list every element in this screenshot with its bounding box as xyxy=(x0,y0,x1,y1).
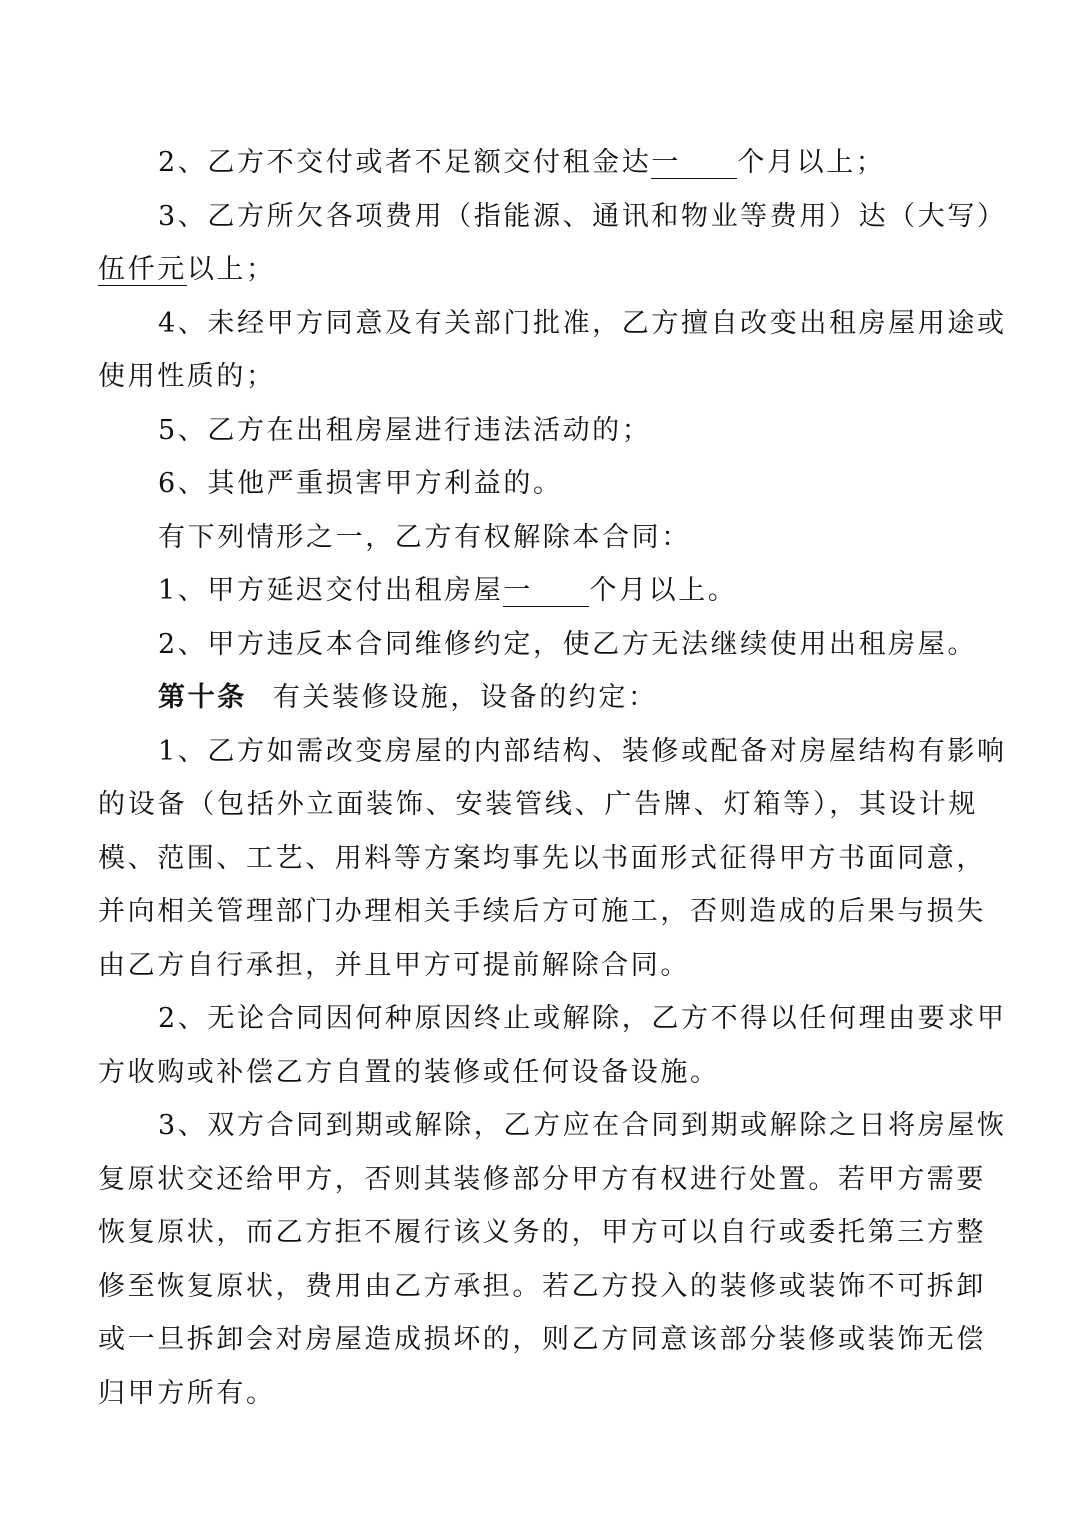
a10-item3-line: 复原状交还给甲方，否则其装修部分甲方有权进行处置。若甲方需要 xyxy=(98,1163,986,1195)
a10-item3-line: 修至恢复原状，费用由乙方承担。若乙方投入的装修或装饰不可拆卸 xyxy=(98,1270,986,1302)
clause-landlord-4-line1: 4、未经甲方同意及有关部门批准，乙方擅自改变出租房屋用途或 xyxy=(158,307,1007,339)
article-title: 有关装修设施，设备的约定： xyxy=(272,682,658,713)
months-blank: 一 xyxy=(651,148,737,179)
clause-tenant-2: 2、甲方违反本合同维修约定，使乙方无法继续使用出租房屋。 xyxy=(158,628,977,660)
clause-landlord-3-line2: 伍仟元以上； xyxy=(98,254,276,285)
a10-item1-line: 模、范围、工艺、用料等方案均事先以书面形式征得甲方书面同意， xyxy=(98,842,986,874)
a10-item1-line: 并向相关管理部门办理相关手续后方可施工，否则造成的后果与损失 xyxy=(98,896,986,927)
a10-item3-line: 或一旦拆卸会对房屋造成损坏的，则乙方同意该部分装修或装饰无偿 xyxy=(98,1324,986,1355)
tenant-termination-intro: 有下列情形之一，乙方有权解除本合同： xyxy=(158,521,691,553)
clause-landlord-6: 6、其他严重损害甲方利益的。 xyxy=(158,468,563,499)
amount-blank: 伍仟元 xyxy=(98,254,187,285)
a10-item1-line: 由乙方自行承担，并且甲方可提前解除合同。 xyxy=(98,949,690,981)
article-10-heading xyxy=(98,671,978,725)
clause-landlord-3-line1: 3、乙方所欠各项费用（指能源、通讯和物业等费用）达（大写） xyxy=(158,200,1007,232)
a10-item1-line: 1、乙方如需改变房屋的内部结构、装修或配备对房屋结构有影响 xyxy=(158,735,1007,767)
contract-page xyxy=(98,136,1007,1420)
clause-landlord-5: 5、乙方在出租房屋进行违法活动的； xyxy=(158,414,652,446)
a10-item3-line: 归甲方所有。 xyxy=(98,1377,276,1409)
a10-item1-line: 的设备（包括外立面装饰、安装管线、广告牌、灯箱等），其设计规 xyxy=(98,789,978,820)
a10-item2-line: 方收购或补偿乙方自置的装修或任何设备设施。 xyxy=(98,1056,720,1088)
a10-item2-line: 2、无论合同因何种原因终止或解除，乙方不得以任何理由要求甲 xyxy=(158,1003,1007,1034)
months-blank: 一 xyxy=(503,576,589,607)
article-number: 第十条 xyxy=(158,682,247,713)
a10-item3-line: 恢复原状，而乙方拒不履行该义务的，甲方可以自行或委托第三方整 xyxy=(98,1217,986,1248)
clause-landlord-4-line2: 使用性质的； xyxy=(98,361,276,392)
clause-tenant-1: 1、甲方延迟交付出租房屋一 个月以上。 xyxy=(158,575,738,606)
a10-item3-line: 3、双方合同到期或解除，乙方应在合同到期或解除之日将房屋恢 xyxy=(158,1110,1007,1141)
clause-landlord-2: 2、乙方不交付或者不足额交付租金达一 个月以上； xyxy=(158,147,886,178)
